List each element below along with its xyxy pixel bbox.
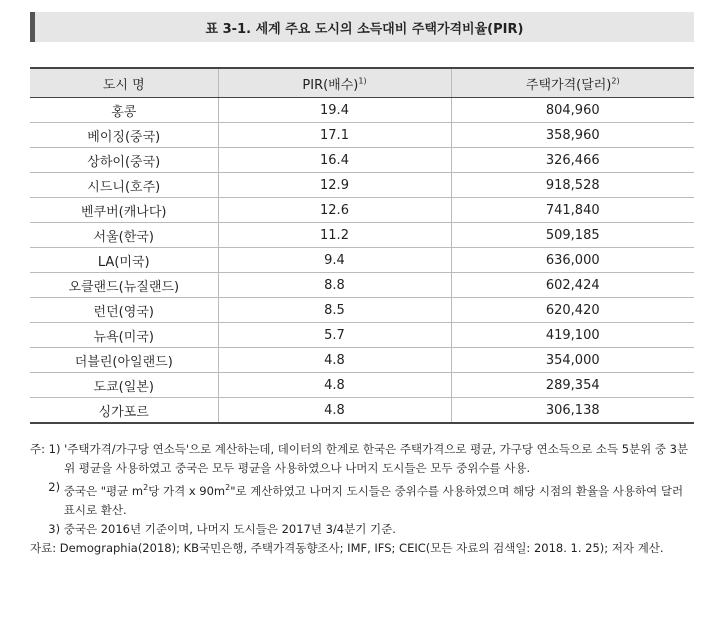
cell-price: 636,000 <box>451 248 694 273</box>
cell-price: 509,185 <box>451 223 694 248</box>
cell-pir: 17.1 <box>218 123 451 148</box>
table-row <box>30 323 694 348</box>
pir-table <box>30 67 694 424</box>
table-row <box>30 248 694 273</box>
cell-city: LA(미국) <box>30 248 218 273</box>
table-row <box>30 198 694 223</box>
cell-price: 620,420 <box>451 298 694 323</box>
source-note: 자료: Demographia(2018); KB국민은행, 주택가격동향조사; IMF, IFS; CEIC(모든 자료의 검색일: 2018. 1. 25); 저자 계산. <box>30 540 664 555</box>
cell-price: 804,960 <box>451 98 694 123</box>
cell-city: 홍콩 <box>30 98 218 123</box>
table-body <box>30 98 694 424</box>
cell-pir: 9.4 <box>218 248 451 273</box>
table-header-row <box>30 68 694 98</box>
table-row <box>30 398 694 424</box>
cell-price: 602,424 <box>451 273 694 298</box>
header-price-footnote: 2) <box>611 76 620 86</box>
cell-pir: 19.4 <box>218 98 451 123</box>
cell-pir: 4.8 <box>218 373 451 398</box>
table-title-text: 표 3-1. 세계 주요 도시의 소득대비 주택가격비율(PIR) <box>205 21 524 37</box>
note-3: 3) 중국은 2016년 기준이며, 나머지 도시들은 2017년 3/4분기 기준. <box>30 521 396 536</box>
cell-city: 런던(영국) <box>30 298 218 323</box>
note-1: 주: 1) '주택가격/가구당 연소득'으로 계산하는데, 데이터의 한계로 한국은 주택가격으로 평균, 가구당 연소득으로 소득 5분위 중 3분위 평균을 사용하였고 중국은 모두 평균을 사용하였으나 나머지 도시들은 모두 중위수를 사용. <box>30 442 689 475</box>
cell-pir: 5.7 <box>218 323 451 348</box>
table-row <box>30 98 694 123</box>
cell-city: 도쿄(일본) <box>30 373 218 398</box>
table-row <box>30 123 694 148</box>
cell-price: 741,840 <box>451 198 694 223</box>
cell-city: 시드니(호주) <box>30 173 218 198</box>
cell-price: 306,138 <box>451 398 694 424</box>
table-row <box>30 298 694 323</box>
cell-pir: 8.5 <box>218 298 451 323</box>
cell-pir: 12.9 <box>218 173 451 198</box>
cell-city: 뉴욕(미국) <box>30 323 218 348</box>
table-notes <box>30 440 694 558</box>
cell-pir: 12.6 <box>218 198 451 223</box>
cell-pir: 16.4 <box>218 148 451 173</box>
table-row <box>30 173 694 198</box>
cell-price: 419,100 <box>451 323 694 348</box>
cell-price: 289,354 <box>451 373 694 398</box>
header-pir: PIR(배수)$^{1)}$ <box>218 68 451 98</box>
cell-city: 상하이(중국) <box>30 148 218 173</box>
cell-city: 벤쿠버(캐나다) <box>30 198 218 223</box>
cell-pir: 8.8 <box>218 273 451 298</box>
cell-city: 오클랜드(뉴질랜드) <box>30 273 218 298</box>
cell-price: 326,466 <box>451 148 694 173</box>
table-row <box>30 223 694 248</box>
note-2: 2) 중국은 "평균 $m^2$당 가격 x $90m^2$"로 계산하였고 나머지 도시들은 중위수를 사용하였으며 해당 시점의 환율을 사용하여 달러 표시로 환산. <box>30 480 684 517</box>
cell-pir: 4.8 <box>218 348 451 373</box>
cell-city: 서울(한국) <box>30 223 218 248</box>
cell-city: 싱가포르 <box>30 398 218 424</box>
header-price: 주택가격(달러)$^{2)}$ <box>451 68 694 98</box>
table-title <box>30 12 694 42</box>
header-city: 도시 명 <box>30 68 218 98</box>
cell-price: 354,000 <box>451 348 694 373</box>
cell-price: 918,528 <box>451 173 694 198</box>
table-row <box>30 273 694 298</box>
cell-city: 더블린(아일랜드) <box>30 348 218 373</box>
table-row <box>30 148 694 173</box>
table-row <box>30 348 694 373</box>
header-pir-footnote: 1) <box>358 76 367 86</box>
cell-price: 358,960 <box>451 123 694 148</box>
table-row <box>30 373 694 398</box>
cell-pir: 11.2 <box>218 223 451 248</box>
cell-pir: 4.8 <box>218 398 451 424</box>
cell-city: 베이징(중국) <box>30 123 218 148</box>
